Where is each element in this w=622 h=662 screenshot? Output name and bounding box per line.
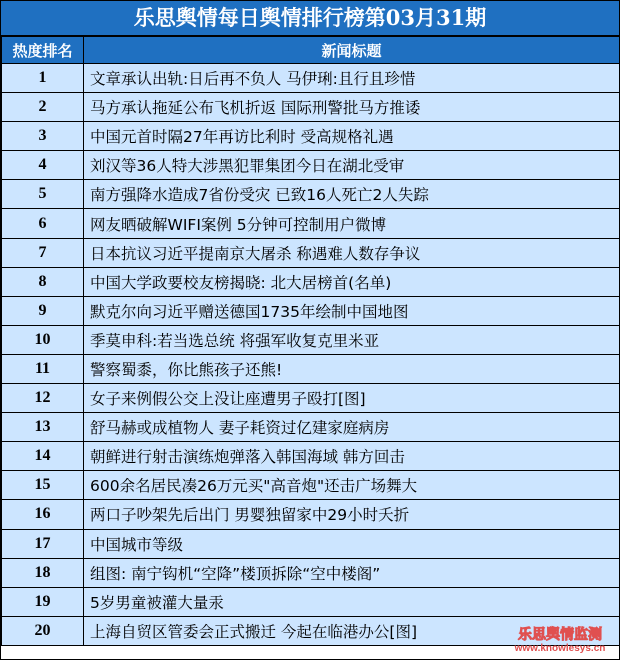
headline-cell: 警察蜀黍，你比熊孩子还熊! xyxy=(84,354,620,383)
table-row xyxy=(2,354,620,383)
rank-cell: 8 xyxy=(2,267,84,296)
rank-cell: 13 xyxy=(2,413,84,442)
table-row xyxy=(2,64,620,93)
rank-cell: 5 xyxy=(2,180,84,209)
watermark-url: www.knowlesys.cn xyxy=(514,643,606,654)
rank-cell: 3 xyxy=(2,122,84,151)
headline-cell: 刘汉等36人特大涉黑犯罪集团今日在湖北受审 xyxy=(84,151,620,180)
column-header-rank: 热度排名 xyxy=(2,37,84,64)
headline-cell: 中国元首时隔27年再访比利时 受高规格礼遇 xyxy=(84,122,620,151)
headline-cell: 600余名居民凑26万元买"高音炮"还击广场舞大 xyxy=(84,471,620,500)
table-header-row xyxy=(2,37,620,64)
headline-cell: 网友晒破解WIFI案例 5分钟可控制用户微博 xyxy=(84,209,620,238)
headline-cell: 5岁男童被灌大量汞 xyxy=(84,587,620,616)
table-row xyxy=(2,267,620,296)
headline-cell: 季莫申科:若当选总统 将强军收复克里米亚 xyxy=(84,325,620,354)
table-row xyxy=(2,384,620,413)
column-header-headline: 新闻标题 xyxy=(84,37,620,64)
table-row xyxy=(2,296,620,325)
ranking-table xyxy=(1,36,620,646)
rank-cell: 6 xyxy=(2,209,84,238)
watermark-logo xyxy=(505,627,615,657)
rank-cell: 9 xyxy=(2,296,84,325)
table-row xyxy=(2,209,620,238)
table-row xyxy=(2,93,620,122)
table-row xyxy=(2,442,620,471)
rank-cell: 19 xyxy=(2,587,84,616)
watermark-text: 乐思舆情监测 xyxy=(518,627,602,643)
rank-cell: 15 xyxy=(2,471,84,500)
table-row xyxy=(2,325,620,354)
table-row xyxy=(2,151,620,180)
rank-cell: 10 xyxy=(2,325,84,354)
rank-cell: 4 xyxy=(2,151,84,180)
rank-cell: 1 xyxy=(2,64,84,93)
headline-cell: 舒马赫或成植物人 妻子耗资过亿建家庭病房 xyxy=(84,413,620,442)
headline-cell: 文章承认出轨:日后再不负人 马伊琍:且行且珍惜 xyxy=(84,64,620,93)
headline-cell: 默克尔向习近平赠送德国1735年绘制中国地图 xyxy=(84,296,620,325)
rank-cell: 12 xyxy=(2,384,84,413)
table-row xyxy=(2,180,620,209)
table-row xyxy=(2,529,620,558)
rank-cell: 11 xyxy=(2,354,84,383)
headline-cell: 南方强降水造成7省份受灾 已致16人死亡2人失踪 xyxy=(84,180,620,209)
headline-cell: 中国大学政要校友榜揭晓: 北大居榜首(名单) xyxy=(84,267,620,296)
rank-cell: 7 xyxy=(2,238,84,267)
headline-cell: 两口子吵架先后出门 男婴独留家中29小时夭折 xyxy=(84,500,620,529)
table-body xyxy=(2,64,620,646)
page-title: 乐思舆情每日舆情排行榜第03月31期 xyxy=(1,1,619,36)
headline-cell: 上海自贸区管委会正式搬迁 今起在临港办公[图] xyxy=(84,616,620,645)
table-row xyxy=(2,587,620,616)
table-row xyxy=(2,413,620,442)
rank-cell: 20 xyxy=(2,616,84,645)
headline-cell: 中国城市等级 xyxy=(84,529,620,558)
rank-cell: 16 xyxy=(2,500,84,529)
rank-cell: 17 xyxy=(2,529,84,558)
table-row xyxy=(2,122,620,151)
table-row xyxy=(2,558,620,587)
table-row xyxy=(2,471,620,500)
rank-cell: 14 xyxy=(2,442,84,471)
headline-cell: 朝鲜进行射击演练炮弹落入韩国海域 韩方回击 xyxy=(84,442,620,471)
table-row xyxy=(2,500,620,529)
table-row xyxy=(2,238,620,267)
headline-cell: 组图: 南宁钩机“空降”楼顶拆除“空中楼阁” xyxy=(84,558,620,587)
rank-cell: 18 xyxy=(2,558,84,587)
headline-cell: 日本抗议习近平提南京大屠杀 称遇难人数存争议 xyxy=(84,238,620,267)
rank-cell: 2 xyxy=(2,93,84,122)
headline-cell: 女子来例假公交上没让座遭男子殴打[图] xyxy=(84,384,620,413)
headline-cell: 马方承认拖延公布飞机折返 国际刑警批马方推诿 xyxy=(84,93,620,122)
